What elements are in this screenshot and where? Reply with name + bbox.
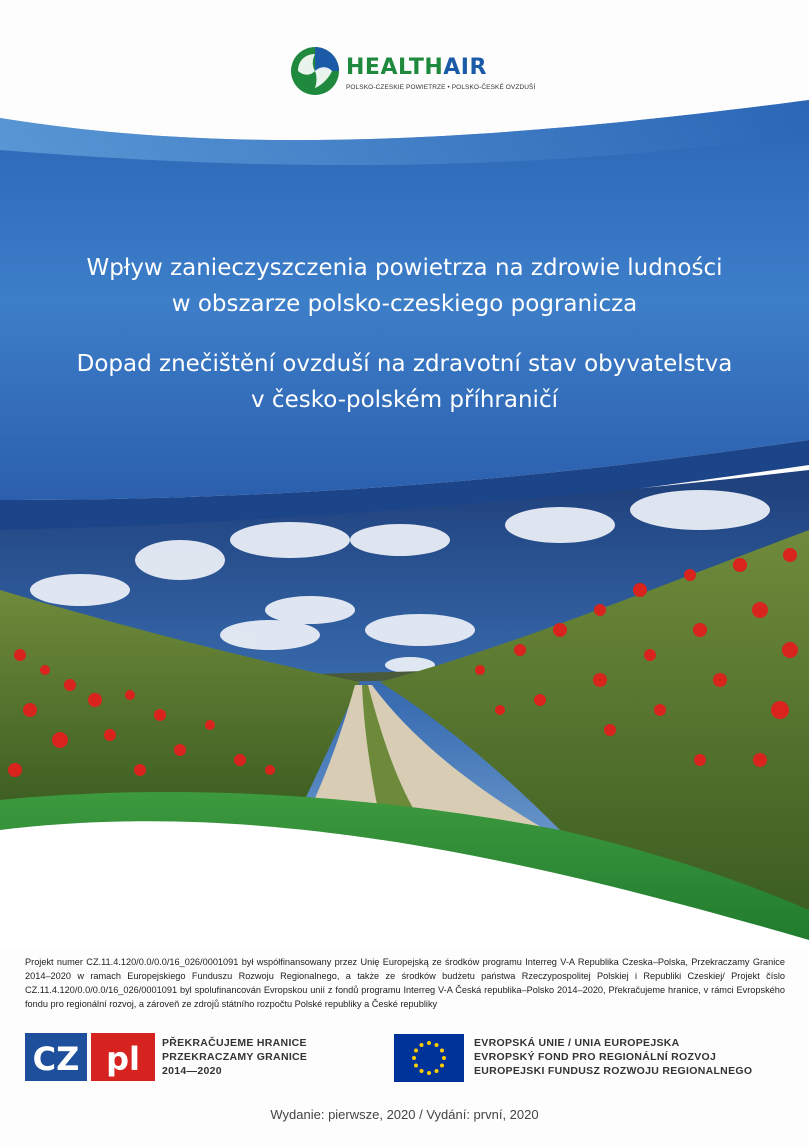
eu-line-1: EVROPSKÁ UNIE / UNIA EUROPEJSKA: [474, 1037, 680, 1049]
eu-line-2: EVROPSKÝ FOND PRO REGIONÁLNÍ ROZVOJ: [474, 1051, 717, 1063]
edition-note: Wydanie: pierwsze, 2020 / Vydání: první, 2020: [270, 1107, 539, 1122]
title-cz-line-2: v česko-polském příhraničí: [251, 387, 558, 413]
eu-star: [414, 1049, 418, 1053]
title-czech: [0, 346, 809, 418]
eu-line-3: EUROPEJSKI FUNDUSZ ROZWOJU REGIONALNEGO: [474, 1065, 753, 1077]
funding-statement: Projekt numer CZ.11.4.120/0.0/0.0/16_026/0001091 był współfinansowany przez Unię Europejską ze środków programu Interreg V-A Republika Czeska–Polska, Przekraczamy Granice 2014–2020 w ramach Europejskiego Funduszu Rozwoju Regionalnego, a także ze środków budżetu państwa Rzeczypospolitej Polskiej i Republiki Czeskiej/ Projekt číslo CZ.11.4.120/0.0/0.0/16_026/0001091 byl spolufinancován Evropskou unií z fondů programu Interreg V-A Česká republika–Polsko 2014–2020, Překračujeme hranice, v rámci Evropského fondu pro regionální rozvoj, a zároveň ze zdrojů státního rozpočtu Polské republiky a České republiky: [25, 957, 785, 1009]
czpl-line-2: PRZEKRACZAMY GRANICE: [162, 1051, 308, 1063]
title-cz-line-1: Dopad znečištění ovzduší na zdravotní stav obyvatelstva: [76, 351, 733, 377]
title-pl-line-1: Wpływ zanieczyszczenia powietrza na zdrowie ludności: [86, 255, 723, 281]
eu-star: [420, 1069, 424, 1073]
czpl-line-3: 2014—2020: [162, 1065, 222, 1077]
logo-subtitle: POLSKO-CZESKIE POWIETRZE • POLSKO-ČESKÉ OVZDUŠÍ: [346, 84, 536, 91]
healthair-logo: [290, 46, 536, 98]
eu-star: [440, 1064, 444, 1068]
poppy-field-photo: [0, 470, 809, 950]
title-pl-line-2: w obszarze polsko-czeskiego pogranicza: [171, 291, 638, 317]
czpl-line-1: PŘEKRAČUJEME HRANICE: [162, 1037, 307, 1049]
eu-star: [412, 1056, 416, 1060]
title-polish: [0, 250, 809, 322]
czpl-programme-text: [162, 1036, 307, 1078]
eu-star: [435, 1069, 439, 1073]
eu-funding-text: [474, 1036, 752, 1078]
eu-star: [420, 1043, 424, 1047]
eu-flag-icon: [394, 1034, 464, 1082]
czpl-pl-text: pl: [106, 1040, 140, 1078]
healthair-drop-icon: [290, 46, 340, 96]
eu-star: [435, 1043, 439, 1047]
eu-star: [414, 1064, 418, 1068]
czpl-programme-logo: [25, 1033, 155, 1081]
logo-name: HEALTHAIR: [346, 55, 487, 80]
eu-star: [440, 1049, 444, 1053]
cover-titles: [0, 250, 809, 418]
eu-star: [442, 1056, 446, 1060]
czpl-cz-text: CZ: [32, 1040, 80, 1078]
eu-star: [427, 1071, 431, 1075]
eu-star: [427, 1041, 431, 1045]
